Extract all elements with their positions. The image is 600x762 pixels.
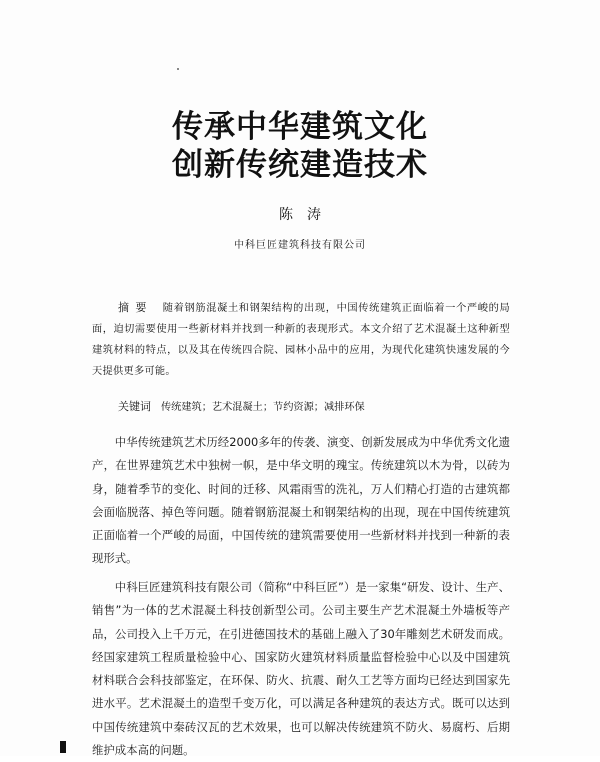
paragraph-text: 中科巨匠建筑科技有限公司（简称“中科巨匠”）是一家集“研发、设计、生产、销售”为一体的艺术混凝土科技创新型公司。公司主要生产艺术混凝土外墙板等产品，公司投入上千万元，在引进德国技术的基础上融入了30年雕刻艺术研发而成。经国家建筑工程质量检验中心、国家防火建筑材料质量监督检验中心以及中国建筑材料联合会科技部鉴定，在环保、防火、抗震、耐久工艺等方面均已经达到国家先进水平。艺术混凝土的造型千变万化，可以满足各种建筑的表达方式。既可以达到中国传统建筑中秦砖汉瓦的艺术效果，也可以解决传统建筑不防火、易腐朽、后期维护成本高的问题。 [92, 580, 510, 758]
body-paragraph-2 [92, 576, 510, 762]
keywords-text: 传统建筑；艺术混凝土；节约资源；减排环保 [161, 402, 365, 413]
title-line-2: 创新传统建造技术 [172, 147, 428, 183]
author-affiliation: 中科巨匠建筑科技有限公司 [234, 240, 366, 251]
title-line-1: 传承中华建筑文化 [172, 109, 428, 145]
author-name: 陈涛 [279, 207, 335, 223]
abstract-label: 摘要 [118, 301, 153, 314]
keywords-label: 关键词 [118, 400, 151, 413]
body-paragraph-1 [92, 431, 510, 571]
scan-speck [177, 68, 179, 70]
abstract-text: 随着钢筋混凝土和钢架结构的出现，中国传统建筑正面临着一个严峻的局面，迫切需要使用一些新材料并找到一种新的表现形式。本文介绍了艺术混凝土这种新型建筑材料的特点，以及其在传统四合院、园林小品中的应用，为现代化建筑快速发展的今天提供更多可能。 [92, 303, 511, 377]
paragraph-text: 中华传统建筑艺术历经2000多年的传袭、演变、创新发展成为中华优秀文化遗产，在世界建筑艺术中独树一帜，是中华文明的瑰宝。传统建筑以木为骨，以砖为身，随着季节的变化、时间的迁移、风霜雨雪的洗礼，万人们精心打造的古建筑都会面临脱落、掉色等问题。随着钢筋混凝土和钢架结构的出现，现在中国传统建筑正面临着一个严峻的局面，中国传统的建筑需要使用一些新材料并找到一种新的表现形式。 [92, 435, 510, 566]
keywords [118, 398, 365, 414]
abstract [92, 297, 510, 382]
page-corner-mark [60, 741, 66, 753]
